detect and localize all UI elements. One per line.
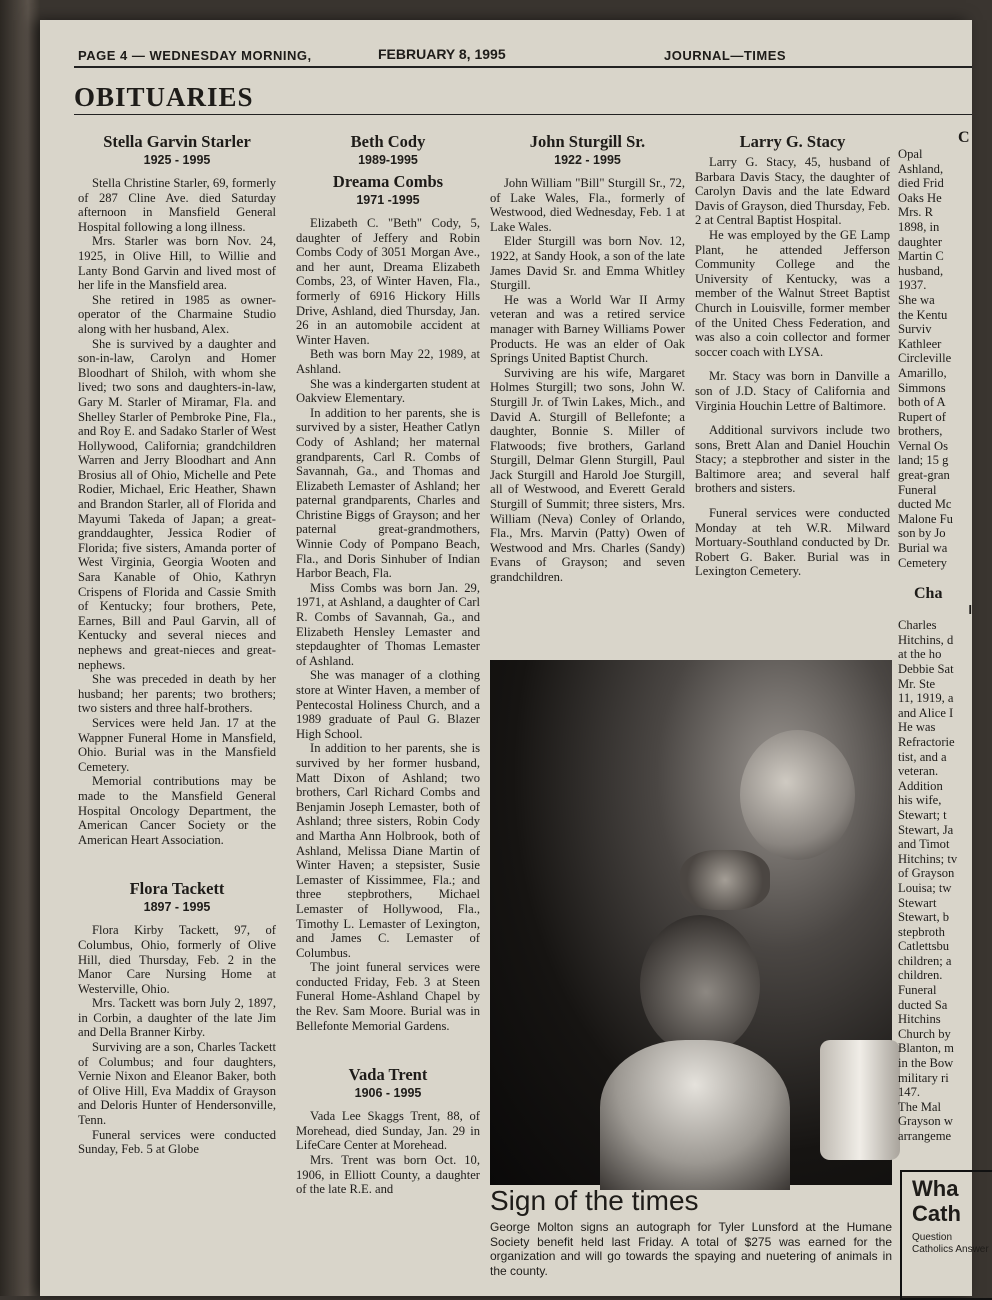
text-line: Simmons bbox=[898, 380, 946, 395]
obituary-paragraph: Surviving are a son, Charles Tackett of Columbus; and four daughters, Vernie Nixon and Eleanor Baker, both of Olive Hill, Eva Maddix of Grayson and Deloris Hunter of Hendersonville, Tenn. bbox=[78, 1040, 276, 1128]
text-line: Opal bbox=[898, 147, 923, 161]
text-line: Mrs. R bbox=[898, 205, 933, 220]
text-line: Burial wa bbox=[898, 541, 948, 556]
text-line: 147. bbox=[898, 1085, 921, 1100]
text-line: land; 15 g bbox=[898, 453, 949, 468]
obituary-years: 1971 -1995 bbox=[356, 193, 420, 207]
text-line: Vernal Os bbox=[898, 438, 949, 453]
obituary-paragraph: Memorial contributions may be made to the Mansfield General Hospital Oncology Department, the American Cancer Society or the American Heart Association. bbox=[78, 774, 276, 847]
column-5-mid-lines bbox=[898, 618, 972, 1143]
photo-cup bbox=[820, 1040, 900, 1160]
newspaper-page bbox=[40, 20, 989, 1296]
text-line: children. bbox=[898, 968, 943, 983]
photo-man-head bbox=[740, 730, 855, 860]
text-line: Hitchins bbox=[898, 1012, 941, 1027]
text-line: ducted Sa bbox=[898, 997, 948, 1012]
obituary-paragraph: Surviving are his wife, Margaret Holmes Sturgill; two sons, John W. Sturgill Jr. of Twin Lakes, Mich., and David A. Sturgill of Bellefonte; a daughter, Bonnie S. Miller of Flatwoods; five brothers, Garland Sturgill, Delmar Glenn Sturgill, Paul Jack Sturgill and Harold Joe Sturgill, all of Westwood, and Everett Gerald Sturgill of Summit; three sisters, Mrs. William (Neva) Conley of Orlando, Fla., Mrs. Marvin (Patty) Owen of Westwood and Mrs. Charles (Sandy) Evans of Grayson; and seven grandchildren. bbox=[490, 365, 685, 585]
text-line: Debbie Sat bbox=[898, 662, 954, 676]
photo-boy-head bbox=[640, 915, 760, 1055]
text-line: the Kentu bbox=[898, 307, 948, 322]
text-line: 11, 1919, a bbox=[898, 691, 954, 706]
text-line: Louisa; tw bbox=[898, 880, 952, 895]
text-line: and Timot bbox=[898, 837, 950, 852]
news-photo bbox=[490, 660, 892, 1185]
text-line: 1937. bbox=[898, 278, 927, 293]
text-line: Church by bbox=[898, 1026, 951, 1041]
obituary-name: Dreama Combs bbox=[332, 172, 444, 191]
column-5-top-lines bbox=[898, 147, 972, 570]
text-line: Stewart, Ja bbox=[898, 822, 954, 837]
obituary-paragraph: John William "Bill" Sturgill Sr., 72, of Lake Wales, Fla., formerly of Westwood, died Wednesday, Feb. 1 at Lake Wales. bbox=[490, 176, 685, 234]
text-line: great-gran bbox=[898, 468, 950, 483]
text-line: Hitchins; tv bbox=[898, 851, 958, 866]
obituary-paragraph: She is survived by a daughter and son-in-law, Carolyn and Homer Bloodhart of Shiloh, with whom she lived; two sons and daughters-in-law, Gary M. Starler of Miramar, Fla. and Shelley Starler of Pembroke Pine, Fla., and Roy E. and Sadako Starler of West Hollywood, California; grandchildren Warren and Jerry Bloodhart and Ann Brosius all of Ohio, Michelle and Pete Rodier, Michael, Eric Heather, Shawn and Brandon Starler, all of Florida and Mayumi Takeda of Japan; a great-granddaughter, Jessica Rodier of Florida; five sisters, Amanda porter of West Virginia, Georgia Wooten and Sara Kanable of Ohio, Kathryn Crispens of Florida and Cassie Smith of Kentucky; four brothers, Pete, Earnes, Bill and Paul Garvin, all of Kentucky and several nieces and nephews and great-nieces and great-nephews. bbox=[78, 336, 276, 672]
text-line: arrangeme bbox=[898, 1129, 952, 1143]
text-line: military ri bbox=[898, 1070, 949, 1085]
column-1 bbox=[78, 128, 276, 1157]
obituary-paragraph: Funeral services were conducted Sunday, Feb. 5 at Globe bbox=[78, 1127, 276, 1157]
obituary-name: Vada Trent bbox=[348, 1065, 428, 1085]
spacer bbox=[78, 847, 276, 875]
text-line: ducted Mc bbox=[898, 497, 952, 512]
text-line: Circleville bbox=[898, 351, 952, 366]
obituary-years: 1906 - 1995 bbox=[354, 1086, 422, 1101]
text-line: daughter bbox=[898, 234, 943, 249]
text-line: Stewart; t bbox=[898, 807, 947, 822]
text-line: She wa bbox=[898, 292, 935, 307]
column-2 bbox=[296, 128, 480, 1197]
obituary-years: 1925 - 1995 bbox=[143, 153, 211, 167]
text-line: 1898, in bbox=[898, 219, 940, 234]
text-line: Hitchins, d bbox=[898, 632, 954, 647]
text-line: and Alice I bbox=[898, 705, 954, 720]
obituary-years-partial: I bbox=[968, 603, 972, 618]
photo-boy-shirt bbox=[600, 1040, 790, 1190]
text-line: Malone Fu bbox=[898, 511, 953, 526]
obituary-paragraph: She was preceded in death by her husband; her parents; two brothers; two sisters and three half-brothers. bbox=[78, 672, 276, 716]
spacer bbox=[898, 570, 972, 584]
text-line: of Grayson bbox=[898, 866, 955, 881]
obituary-years: 1897 - 1995 bbox=[143, 900, 211, 915]
text-line: Funeral bbox=[898, 482, 937, 497]
sidebar-box bbox=[900, 1170, 992, 1300]
text-line: Amarillo, bbox=[898, 365, 947, 380]
obituary-paragraph: In addition to her parents, she is survived by her former husband, Matt Dixon of Ashland; two brothers, Carl Richard Combs and Benjamin Joseph Lemaster, both of Ashland; three sisters, Robin Cody and Martha Ann Holbrook, both of Ashland, Melissa Diane Martin of Winter Haven; a stepsister, Susie Lemaster of Kissimmee, Fla.; and three stepbrothers, Michael Lemaster of Hollywood, Fla., Timothy L. Lemaster of Lexington, and James C. Lemaster of Columbus. bbox=[296, 741, 480, 960]
text-line: brothers, bbox=[898, 424, 943, 439]
text-line: Rupert of bbox=[898, 409, 946, 424]
obituary-paragraph: Larry G. Stacy, 45, husband of Barbara Davis Stacy, the daughter of Carolyn Davis and the late Edward Davis of Grayson, died Thursday, Feb. 2 at Central Baptist Hospital. bbox=[695, 155, 890, 228]
photo-hand bbox=[680, 850, 770, 910]
newspaper-binding bbox=[0, 0, 40, 1296]
text-line: Blanton, m bbox=[898, 1041, 954, 1056]
section-title: OBITUARIES bbox=[74, 82, 254, 112]
text-line: Kathleer bbox=[898, 336, 942, 351]
text-line: died Frid bbox=[898, 176, 944, 191]
publication-name: JOURNAL—TIMES bbox=[664, 48, 787, 63]
column-4 bbox=[695, 128, 890, 579]
obituary-paragraph: She retired in 1985 as owner-operator of the Charmaine Studio along with her husband, Alex. bbox=[78, 292, 276, 336]
obituary-paragraph: The joint funeral services were conducted Friday, Feb. 3 at Steen Funeral Home-Ashland Chapel by the Rev. Sam Moore. Burial was in Bellefonte Memorial Gardens. bbox=[296, 960, 480, 1033]
obituary-paragraph: Miss Combs was born Jan. 29, 1971, at Ashland, a daughter of Carl R. Combs of Savannah, Ga., and Elizabeth Hensley Lemaster and stepdaughter of Thomas Lemaster of Ashland. bbox=[296, 580, 480, 668]
text-line: He was bbox=[898, 720, 936, 735]
obituary-name: Larry G. Stacy bbox=[739, 132, 846, 151]
text-line: at the ho bbox=[898, 647, 942, 662]
text-line: in the Bow bbox=[898, 1056, 954, 1071]
text-line: Addition bbox=[898, 778, 943, 793]
text-line: Cemetery bbox=[898, 555, 947, 570]
text-line: Refractorie bbox=[898, 734, 955, 749]
text-line: Funeral bbox=[898, 983, 937, 998]
column-3 bbox=[490, 128, 685, 585]
text-line: Mr. Ste bbox=[898, 676, 936, 691]
text-line: Grayson w bbox=[898, 1114, 953, 1129]
obituary-paragraph: Stella Christine Starler, 69, formerly of 287 Cline Ave. died Saturday afternoon in Mansfield General Hospital following a long illness. bbox=[78, 176, 276, 234]
page-number-dateline: PAGE 4 — WEDNESDAY MORNING, bbox=[78, 48, 312, 63]
text-line: Ashland, bbox=[898, 161, 944, 176]
obituary-paragraph: Elizabeth C. "Beth" Cody, 5, daughter of Jeffery and Robin Combs Cody of 3051 Morgan Ave., and her aunt, Dreama Elizabeth Combs, 23, of Winter Haven, Fla., formerly of 6916 Hickory Hills Drive, Ashland, died Thursday, Jan. 26 in an automobile accident at Winter Haven. bbox=[296, 216, 480, 347]
obituary-paragraph: Elder Sturgill was born Nov. 12, 1922, at Sandy Hook, a son of the late James David Sr. and Emma Whitley Sturgill. bbox=[490, 234, 685, 293]
issue-date: FEBRUARY 8, 1995 bbox=[378, 46, 506, 62]
obituary-paragraph: Mrs. Trent was born Oct. 10, 1906, in Elliott County, a daughter of the late R.E. and bbox=[296, 1153, 480, 1197]
obituary-paragraph: He was a World War II Army veteran and was a retired service manager with Barney Williams Power Products. He was an elder of Oak Springs United Baptist Church. bbox=[490, 292, 685, 366]
obituary-paragraph: Mr. Stacy was born in Danville a son of J.D. Stacy of California and Virginia Houchin Lettre of Baltimore. bbox=[695, 369, 890, 413]
obituary-paragraph: Mrs. Starler was born Nov. 24, 1925, in Olive Hill, to Willie and Lanty Bond Garvin and lived most of her life in the Mansfield area. bbox=[78, 234, 276, 293]
text-line: husband, bbox=[898, 263, 944, 278]
obituary-paragraph: In addition to her parents, she is survived by a sister, Heather Catlyn Cody of Ashland; her maternal grandparents, Carl R. Combs of Savannah, Ga., and Thomas and Elizabeth Lemaster of Ashland; her paternal grandparents, Charles and Christine Biggs of Grayson; and her paternal great-grandmothers, Winnie Cody of Pompano Beach, Fla., and Doris Sinhuber of Indian Harbor Beach, Fla. bbox=[296, 405, 480, 581]
obituary-paragraph: Funeral services were conducted Monday at teh W.R. Milward Mortuary-Southland conducted by Dr. Robert G. Baker. Burial was in Lexington Cemetery. bbox=[695, 506, 890, 579]
obituary-paragraph: Additional survivors include two sons, Brett Alan and Daniel Houchin Stacy; a stepbrother and sister in the Baltimore area; and several half brothers and sisters. bbox=[695, 423, 890, 496]
text-line: stepbroth bbox=[898, 924, 945, 939]
text-line: son by Jo bbox=[898, 526, 946, 541]
text-line: Oaks He bbox=[898, 190, 942, 205]
obituary-name: Flora Tackett bbox=[129, 879, 225, 899]
text-line: veteran. bbox=[898, 764, 939, 779]
obituary-paragraph: Mrs. Tackett was born July 2, 1897, in Corbin, a daughter of the late Jim and Della Branner Kirby. bbox=[78, 996, 276, 1040]
text-line: Surviv bbox=[898, 322, 932, 337]
obituary-paragraph: Beth was born May 22, 1989, at Ashland. bbox=[296, 347, 480, 376]
obituary-paragraph: Vada Lee Skaggs Trent, 88, of Morehead, died Sunday, Jan. 29 in LifeCare Center at Morehead. bbox=[296, 1109, 480, 1153]
obituary-name: John Sturgill Sr. bbox=[529, 132, 646, 151]
page-header bbox=[78, 46, 972, 68]
obituary-paragraph: Flora Kirby Tackett, 97, of Columbus, Ohio, formerly of Olive Hill, died Thursday, Feb. 2 in the Manor Care Nursing Home at Westerville, Ohio. bbox=[78, 923, 276, 996]
obituary-name: Stella Garvin Starler bbox=[103, 132, 251, 151]
photo-caption: George Molton signs an autograph for Tyler Lunsford at the Humane Society benefit held last Friday. A total of $275 was earned for the organization and will go towards the spaying and nuetering of animals in the county. bbox=[490, 1220, 892, 1278]
text-line: Martin C bbox=[898, 249, 944, 264]
text-line: his wife, bbox=[898, 793, 942, 808]
text-line: Stewart, b bbox=[898, 910, 950, 925]
text-line: The Mal bbox=[898, 1099, 942, 1114]
obituary-paragraph: She was manager of a clothing store at Winter Haven, a member of Pentecostal Holiness Church, and a 1989 graduate of Paul G. Blazer High School. bbox=[296, 668, 480, 741]
obituary-paragraph: Services were held Jan. 17 at the Wappner Funeral Home in Mansfield, Ohio. Burial was in the Mansfield Cemetery. bbox=[78, 715, 276, 774]
obituary-name-partial: Cha bbox=[914, 585, 943, 603]
text-line: Catlettsbu bbox=[898, 939, 950, 954]
header-rule bbox=[74, 66, 972, 68]
obituary-years: 1922 - 1995 bbox=[554, 153, 621, 167]
text-line: children; a bbox=[898, 953, 952, 968]
text-line: Stewart bbox=[898, 895, 937, 910]
obituary-name-partial: C bbox=[958, 129, 970, 146]
text-line: Charles bbox=[898, 618, 937, 633]
obituary-paragraph: She was a kindergarten student at Oakview Elementary. bbox=[296, 376, 480, 406]
section-rule bbox=[74, 114, 972, 115]
text-line: both of A bbox=[898, 395, 946, 410]
column-5-partial bbox=[898, 128, 972, 1144]
sidebar-box-subtitle: Question Catholics Answer bbox=[912, 1232, 989, 1255]
obituary-paragraph: He was employed by the GE Lamp Plant, he attended Jefferson Community College and the University of Kentucky, was a member of the Walnut Street Baptist Church in Louisville, former member of the United Chess Federation, and was also a coin collector and former soccer coach with LYSA. bbox=[695, 227, 890, 359]
obituary-name: Beth Cody bbox=[350, 132, 426, 151]
obituary-years: 1989-1995 bbox=[358, 153, 418, 167]
spacer bbox=[296, 1033, 480, 1061]
text-line: tist, and a bbox=[898, 749, 947, 764]
sidebar-box-title: Wha Cath bbox=[912, 1176, 961, 1226]
photo-caption-title: Sign of the times bbox=[490, 1185, 699, 1216]
